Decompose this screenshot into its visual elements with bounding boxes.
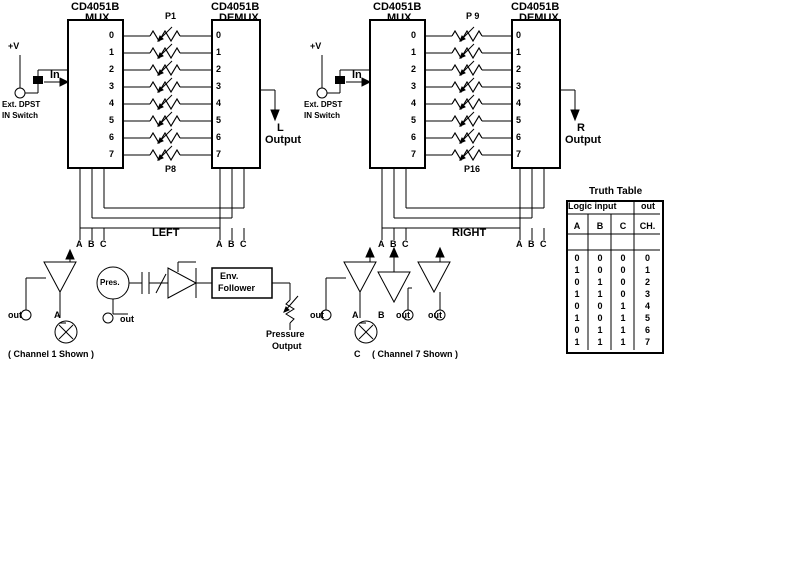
table-row: 1 (620, 313, 626, 323)
pressure-sensor-label: Pres. (100, 278, 120, 287)
right-demux-role-label: DEMUX (519, 12, 559, 24)
left-output-label-2: Output (265, 134, 302, 146)
left-section-label: LEFT (152, 227, 180, 239)
right-demux-pin-0: 0 (516, 30, 522, 40)
right-demux-addr-a: A (516, 239, 523, 249)
table-row: 7 (644, 337, 650, 347)
left-demux-chip-label: CD4051B (211, 1, 260, 13)
table-row: 0 (644, 253, 650, 263)
right-amp-c-label: C (354, 349, 361, 359)
left-mux-addr-a: A (76, 239, 83, 249)
right-input-label: In (352, 69, 362, 81)
table-row: 0 (597, 313, 603, 323)
right-demux-chip-label: CD4051B (511, 1, 560, 13)
right-mux-pin-5: 5 (411, 115, 417, 125)
left-demux-pin-6: 6 (216, 132, 222, 142)
left-demux-pin-0: 0 (216, 30, 222, 40)
right-demux-pin-1: 1 (516, 47, 522, 57)
right-demux-addr-b: B (528, 239, 535, 249)
right-channel-note: ( Channel 7 Shown ) (372, 349, 459, 359)
left-switch-label-1: Ext. DPST (2, 100, 41, 109)
left-pot-bottom-label: P8 (165, 164, 177, 174)
table-row: 4 (644, 301, 650, 311)
right-mux-chip-label: CD4051B (373, 1, 422, 13)
right-demux-pin-3: 3 (516, 81, 522, 91)
right-switch-label-2: IN Switch (304, 111, 341, 120)
truth-table-header-c: C (619, 221, 627, 231)
left-mux-pin-0: 0 (109, 30, 115, 40)
right-demux-pin-7: 7 (516, 149, 522, 159)
truth-table-header-a: A (573, 221, 581, 231)
right-mux-pin-2: 2 (411, 64, 417, 74)
left-switch-label-2: IN Switch (2, 111, 39, 120)
right-mux-addr-c: C (402, 239, 409, 249)
right-output-label-1: R (577, 122, 585, 134)
left-mux-pin-7: 7 (109, 149, 115, 159)
table-row: 0 (597, 301, 603, 311)
left-demux-addr-c: C (240, 239, 247, 249)
pressure-output-label-1: Pressure (266, 329, 305, 339)
left-supply-label: +V (8, 41, 20, 51)
right-demux-pin-2: 2 (516, 64, 522, 74)
left-input-label: In (50, 69, 60, 81)
right-switch-label-1: Ext. DPST (304, 100, 343, 109)
right-amp3-out-label: out (428, 310, 442, 320)
right-pot-bottom-label: P16 (464, 164, 481, 174)
table-row: 0 (574, 253, 580, 263)
right-amp-a-label: A (352, 310, 359, 320)
env-follower-label-1: Env. (220, 271, 239, 281)
table-row: 1 (644, 265, 650, 275)
right-section-label: RIGHT (452, 227, 487, 239)
left-demux-pin-7: 7 (216, 149, 222, 159)
left-demux-addr-b: B (228, 239, 235, 249)
table-row: 1 (574, 265, 580, 275)
left-demux-pin-2: 2 (216, 64, 222, 74)
table-row: 5 (644, 313, 650, 323)
right-amp-b-label: B (378, 310, 385, 320)
table-row: 1 (620, 301, 626, 311)
left-mux-chip-label: CD4051B (71, 1, 120, 13)
left-amp-out-label: out (8, 310, 22, 320)
left-channel-note: ( Channel 1 Shown ) (8, 349, 95, 359)
left-demux-pin-3: 3 (216, 81, 222, 91)
table-row: 0 (620, 253, 626, 263)
table-row: 3 (644, 289, 650, 299)
table-row: 1 (620, 337, 626, 347)
table-row: 1 (574, 289, 580, 299)
sensor-out-label: out (120, 314, 134, 324)
left-mux-addr-c: C (100, 239, 107, 249)
pressure-output-label-2: Output (272, 341, 302, 351)
right-supply-label: +V (310, 41, 322, 51)
table-row: 1 (597, 337, 603, 347)
left-demux-pin-1: 1 (216, 47, 222, 57)
left-amp-label: A (54, 310, 61, 320)
table-row: 6 (644, 325, 650, 335)
table-row: 1 (620, 325, 626, 335)
right-demux-pin-5: 5 (516, 115, 522, 125)
right-mux-pin-4: 4 (411, 98, 417, 108)
right-pot-top-label: P 9 (466, 11, 480, 21)
right-mux-pin-6: 6 (411, 132, 417, 142)
table-row: 2 (644, 277, 650, 287)
right-amp1-out-label: out (310, 310, 324, 320)
left-demux-pin-5: 5 (216, 115, 222, 125)
left-mux-pin-6: 6 (109, 132, 115, 142)
right-mux-pin-1: 1 (411, 47, 417, 57)
left-demux-addr-a: A (216, 239, 223, 249)
table-row: 1 (597, 289, 603, 299)
table-row: 0 (574, 277, 580, 287)
right-output-label-2: Output (565, 134, 602, 146)
right-mux-role-label: MUX (387, 12, 412, 24)
table-row: 1 (574, 337, 580, 347)
truth-table-group-logic: Logic input (568, 201, 617, 211)
table-row: 0 (597, 253, 603, 263)
table-row: 0 (620, 289, 626, 299)
left-mux-pin-4: 4 (109, 98, 115, 108)
table-row: 1 (597, 325, 603, 335)
truth-table-title: Truth Table (589, 186, 643, 197)
left-demux-pin-4: 4 (216, 98, 222, 108)
table-row: 0 (620, 277, 626, 287)
table-row: 0 (597, 265, 603, 275)
right-mux-pin-7: 7 (411, 149, 417, 159)
truth-table-group-out: out (641, 201, 655, 211)
right-mux-addr-b: B (390, 239, 397, 249)
table-row: 0 (620, 265, 626, 275)
left-output-label-1: L (277, 122, 284, 134)
truth-table-header-ch: CH. (639, 221, 656, 231)
left-mux-pin-2: 2 (109, 64, 115, 74)
left-mux-addr-b: B (88, 239, 95, 249)
right-demux-addr-c: C (540, 239, 547, 249)
left-mux-pin-3: 3 (109, 81, 115, 91)
table-row: 1 (574, 313, 580, 323)
right-demux-pin-4: 4 (516, 98, 522, 108)
left-demux-role-label: DEMUX (219, 12, 259, 24)
left-pot-top-label: P1 (165, 11, 177, 21)
right-mux-pin-3: 3 (411, 81, 417, 91)
right-demux-pin-6: 6 (516, 132, 522, 142)
right-mux-pin-0: 0 (411, 30, 417, 40)
left-mux-pin-1: 1 (109, 47, 115, 57)
left-mux-role-label: MUX (85, 12, 110, 24)
left-mux-pin-5: 5 (109, 115, 115, 125)
env-follower-label-2: Follower (218, 283, 256, 293)
table-row: 0 (574, 325, 580, 335)
table-row: 0 (574, 301, 580, 311)
truth-table-header-b: B (596, 221, 604, 231)
table-row: 1 (597, 277, 603, 287)
right-mux-addr-a: A (378, 239, 385, 249)
right-amp2-out-label: out (396, 310, 410, 320)
